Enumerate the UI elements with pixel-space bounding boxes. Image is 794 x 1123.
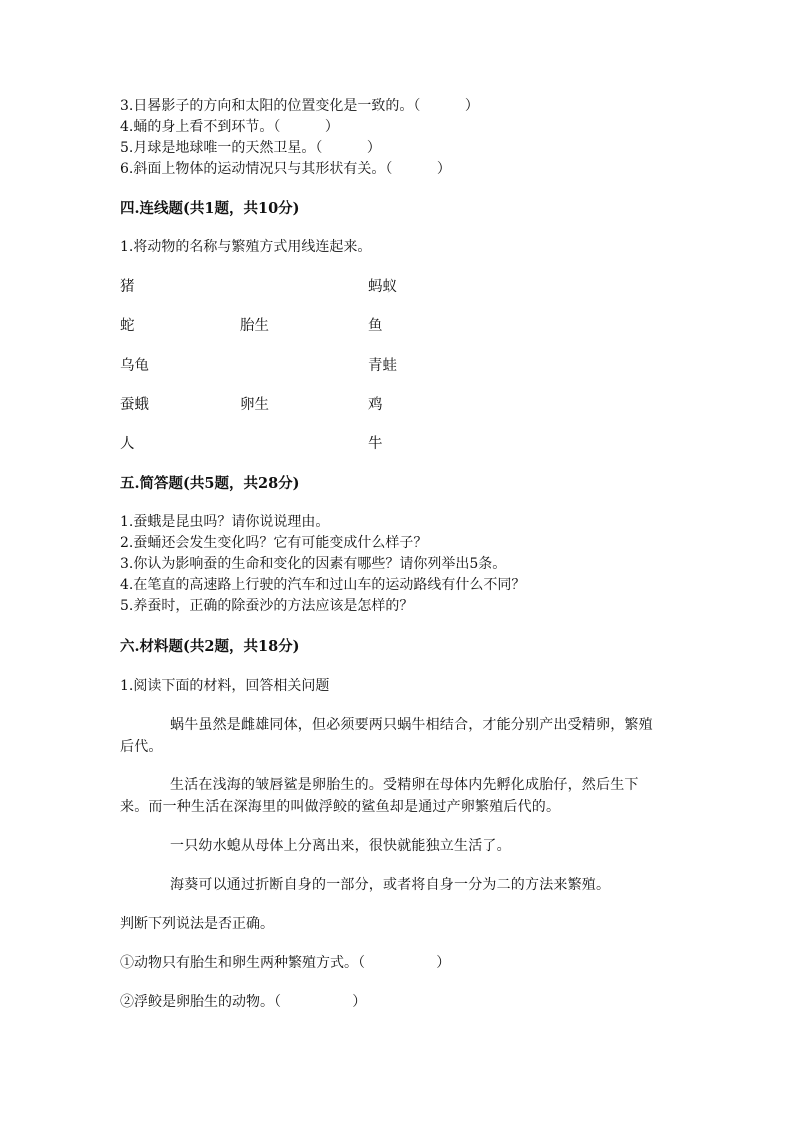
left-animal-1: 猪 bbox=[120, 279, 135, 295]
method-oviparous: 卵生 bbox=[240, 397, 269, 413]
short-answer-2: 2.蚕蛹还会发生变化吗？它有可能变成什么样子？ bbox=[120, 535, 428, 551]
method-viviparous: 胎生 bbox=[240, 318, 269, 334]
section-6-heading: 六.材料题(共2题，共18分) bbox=[120, 638, 300, 655]
right-animal-1: 蚂蚁 bbox=[368, 279, 397, 295]
section-4-heading: 四.连线题(共1题，共10分) bbox=[120, 200, 300, 217]
material-paragraph-3: 一只幼水螅从母体上分离出来，很快就能独立生活了。 bbox=[170, 838, 511, 854]
left-animal-3: 乌龟 bbox=[120, 358, 149, 374]
right-animal-4: 鸡 bbox=[368, 397, 383, 413]
material-paragraph-2: 生活在浅海的皱唇鲨是卵胎生的。受精卵在母体内先孵化成胎仔，然后生下来。而一种生活在深海里的叫做浮鲛的鲨鱼却是通过产卵繁殖后代的。 bbox=[120, 777, 639, 815]
short-answer-5: 5.养蚕时，正确的除蚕沙的方法应该是怎样的？ bbox=[120, 598, 414, 614]
material-paragraph-1: 蜗牛虽然是雌雄同体，但必须要两只蜗牛相结合，才能分别产出受精卵，繁殖后代。 bbox=[120, 717, 653, 755]
tf-question-6: 6.斜面上物体的运动情况只与其形状有关。（ ） bbox=[120, 161, 451, 177]
left-animal-4: 蚕蛾 bbox=[120, 397, 149, 413]
short-answer-4: 4.在笔直的高速路上行驶的汽车和过山车的运动路线有什么不同？ bbox=[120, 577, 526, 593]
judgment-2: ②浮鲛是卵胎生的动物。（ ） bbox=[120, 994, 367, 1010]
section-4-question: 1.将动物的名称与繁殖方式用线连起来。 bbox=[120, 239, 372, 255]
judgment-prompt: 判断下列说法是否正确。 bbox=[120, 916, 274, 932]
tf-question-3: 3.日晷影子的方向和太阳的位置变化是一致的。（ ） bbox=[120, 98, 479, 114]
section-5-heading: 五.简答题(共5题，共28分) bbox=[120, 475, 300, 492]
right-animal-5: 牛 bbox=[368, 436, 383, 452]
short-answer-1: 1.蚕蛾是昆虫吗？请你说说理由。 bbox=[120, 514, 330, 530]
material-paragraph-4: 海葵可以通过折断自身的一部分，或者将自身一分为二的方法来繁殖。 bbox=[170, 877, 611, 893]
judgment-1: ①动物只有胎生和卵生两种繁殖方式。（ ） bbox=[120, 955, 451, 971]
material-question: 1.阅读下面的材料，回答相关问题 bbox=[120, 678, 330, 694]
left-animal-5: 人 bbox=[120, 436, 135, 452]
short-answer-3: 3.你认为影响蚕的生命和变化的因素有哪些？请你列举出5条。 bbox=[120, 556, 507, 572]
right-animal-2: 鱼 bbox=[368, 318, 383, 334]
left-animal-2: 蛇 bbox=[120, 318, 135, 334]
right-animal-3: 青蛙 bbox=[368, 358, 397, 374]
tf-question-5: 5.月球是地球唯一的天然卫星。（ ） bbox=[120, 140, 381, 156]
tf-question-4: 4.蛹的身上看不到环节。（ ） bbox=[120, 119, 339, 135]
